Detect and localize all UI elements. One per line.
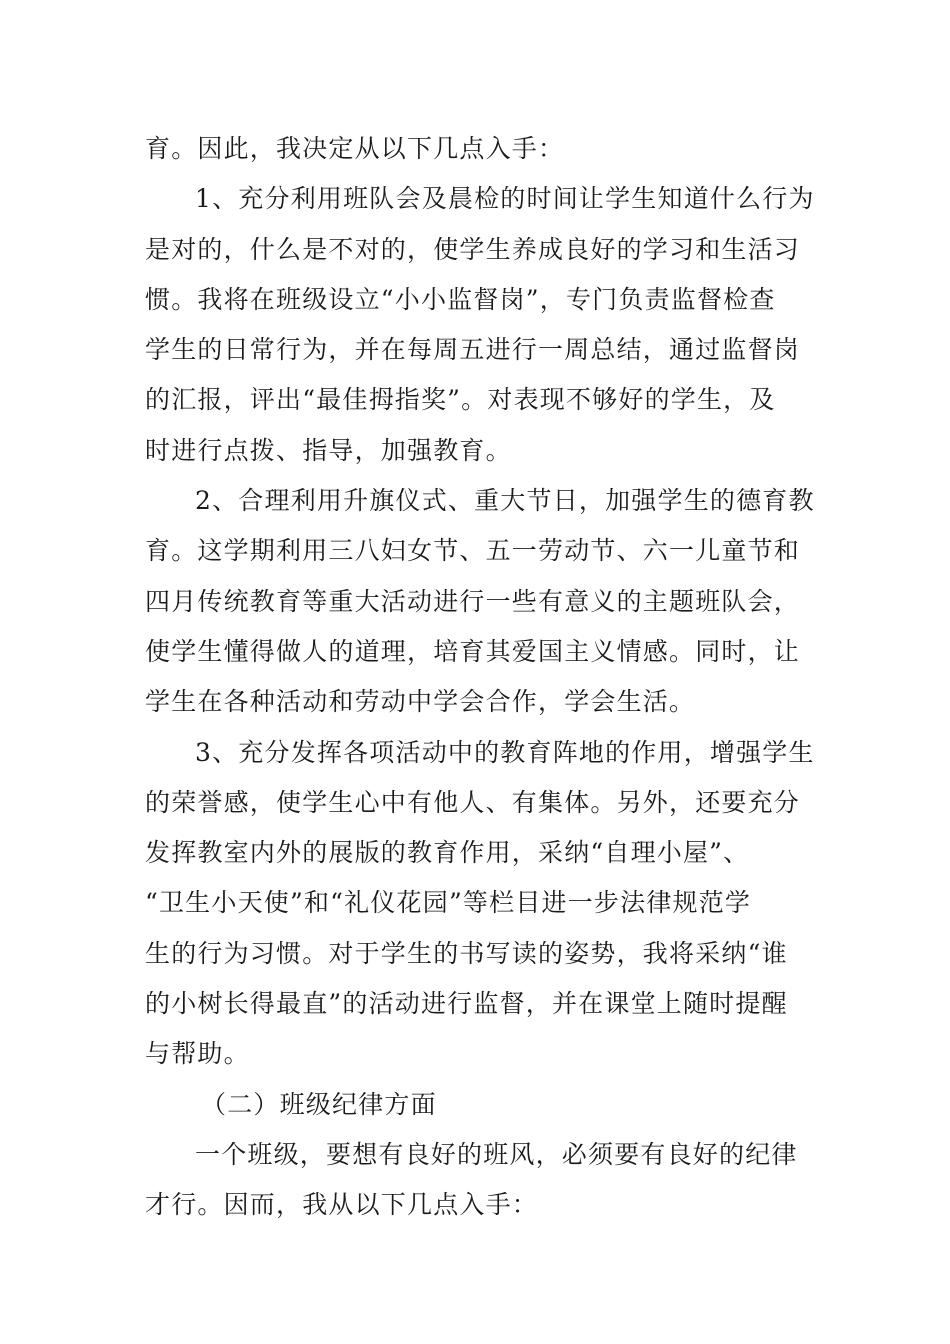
text-line: 时进行点拨、指导，加强教育。 — [145, 435, 512, 465]
text-line: “卫生小天使”和“礼仪花园”等栏目进一步法律规范学 — [145, 888, 752, 918]
text-line: 育。这学期利用三八妇女节、五一劳动节、六一儿童节和 — [145, 536, 801, 566]
text-line: 的小树长得最直”的活动进行监督，并在课堂上随时提醒 — [145, 989, 788, 1019]
text-line: 的荣誉感，使学生心中有他人、有集体。另外，还要充分 — [145, 787, 801, 817]
text-line: 使学生懂得做人的道理，培育其爱国主义情感。同时，让 — [145, 636, 801, 666]
text-line: 2、合理利用升旗仪式、重大节日，加强学生的德育教 — [195, 486, 815, 516]
text-line: 惯。我将在班级设立“小小监督岗”，专门负责监督检查 — [145, 284, 776, 314]
text-line: （二）班级纪律方面 — [201, 1089, 437, 1119]
text-line: 才行。因而，我从以下几点入手： — [145, 1190, 539, 1220]
text-line: 育。因此，我决定从以下几点入手： — [145, 134, 565, 163]
text-line: 3、充分发挥各项活动中的教育阵地的作用，增强学生 — [195, 737, 815, 767]
text-line: 发挥教室内外的展版的教育作用，采纳“自理小屋”、 — [145, 838, 750, 868]
text-line: 1、充分利用班队会及晨检的时间让学生知道什么行为 — [195, 184, 815, 214]
document-body — [145, 124, 815, 1231]
text-line: 一个班级，要想有良好的班风，必须要有良好的纪律 — [195, 1139, 798, 1169]
text-line: 生的行为习惯。对于学生的书写读的姿势，我将采纳“谁 — [145, 938, 788, 968]
text-line: 学生在各种活动和劳动中学会合作，学会生活。 — [145, 687, 696, 717]
text-line: 的汇报，评出“最佳拇指奖”。对表现不够好的学生，及 — [145, 385, 776, 415]
text-line: 学生的日常行为，并在每周五进行一周总结，通过监督岗 — [145, 335, 801, 365]
text-line: 四月传统教育等重大活动进行一些有意义的主题班队会， — [145, 586, 801, 616]
text-line: 与帮助。 — [145, 1039, 250, 1069]
text-line: 是对的，什么是不对的，使学生养成良好的学习和生活习 — [145, 234, 801, 264]
